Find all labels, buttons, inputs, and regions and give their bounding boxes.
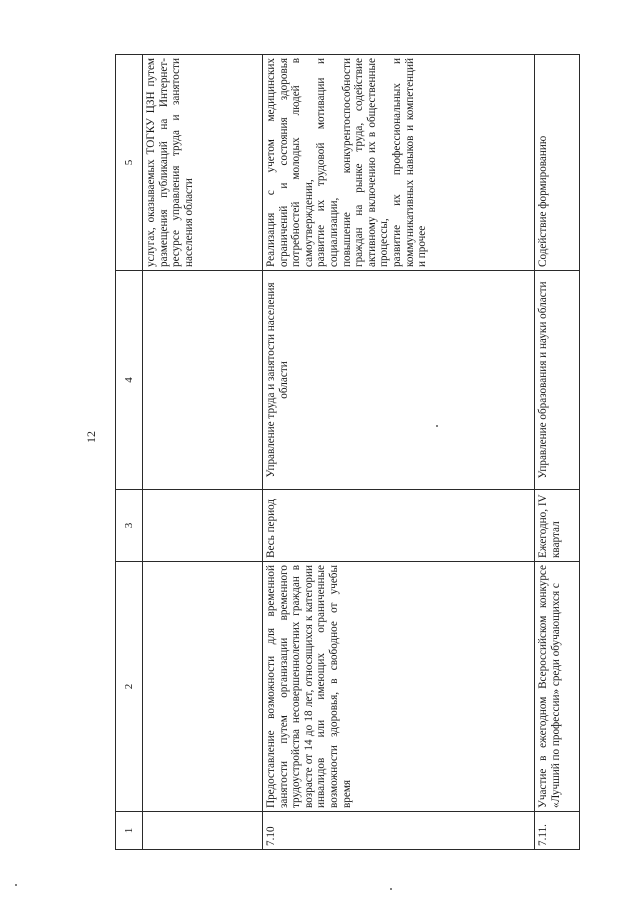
row-number: 7.10 xyxy=(263,812,535,850)
rotated-table xyxy=(115,55,580,850)
scan-speck xyxy=(390,888,392,890)
result-cell: услугах, оказываемых ТОГКУ ЦЗН путем размещения публикаций на Интернет-ресурсе управления труда и занятости населения области xyxy=(143,55,263,271)
result-cell: Содействие формированию xyxy=(535,55,580,271)
event-cell: Участие в ежегодном Всероссийском конкурсе «Лучший по профессии» среди обучающихся с xyxy=(535,562,580,812)
table-row xyxy=(143,55,263,850)
plan-table xyxy=(115,54,580,850)
table-row xyxy=(263,55,535,850)
page-number: 12 xyxy=(84,431,98,443)
row-number xyxy=(143,812,263,850)
executor-cell xyxy=(143,271,263,490)
header-col-3: 3 xyxy=(116,490,143,562)
header-col-5: 5 xyxy=(116,55,143,271)
period-cell: Ежегодно, IV квартал xyxy=(535,490,580,562)
executor-cell: Управление труда и занятости населения области xyxy=(263,271,535,490)
executor-cell: Управление образования и науки области xyxy=(535,271,580,490)
header-row xyxy=(116,55,143,850)
scan-speck xyxy=(15,884,17,886)
period-cell: Весь период xyxy=(263,490,535,562)
event-cell: Предоставление возможности для временной занятости путем организации временного трудоустройства несовершеннолетних граждан в возрасте от 14 до 18 лет, относящихся к категории инвалидов или имеющих ограниченные возможности здоровья, в свободное от учебы время xyxy=(263,562,535,812)
result-cell: Реализация с учетом медицинских ограничений и состояния здоровья потребностей молодых людей в самоутверждении, развитие их трудовой мотивации и социализации, повышение конкурентоспособности граждан на рынке труда, содействие активному включению их в общественные процессы, развитие их профессиональных и коммуникативных навыков и компетенций и прочее xyxy=(263,55,535,271)
header-col-1: 1 xyxy=(116,812,143,850)
table-row xyxy=(535,55,580,850)
period-cell xyxy=(143,490,263,562)
row-number: 7.11. xyxy=(535,812,580,850)
header-col-4: 4 xyxy=(116,271,143,490)
header-col-2: 2 xyxy=(116,562,143,812)
event-cell xyxy=(143,562,263,812)
